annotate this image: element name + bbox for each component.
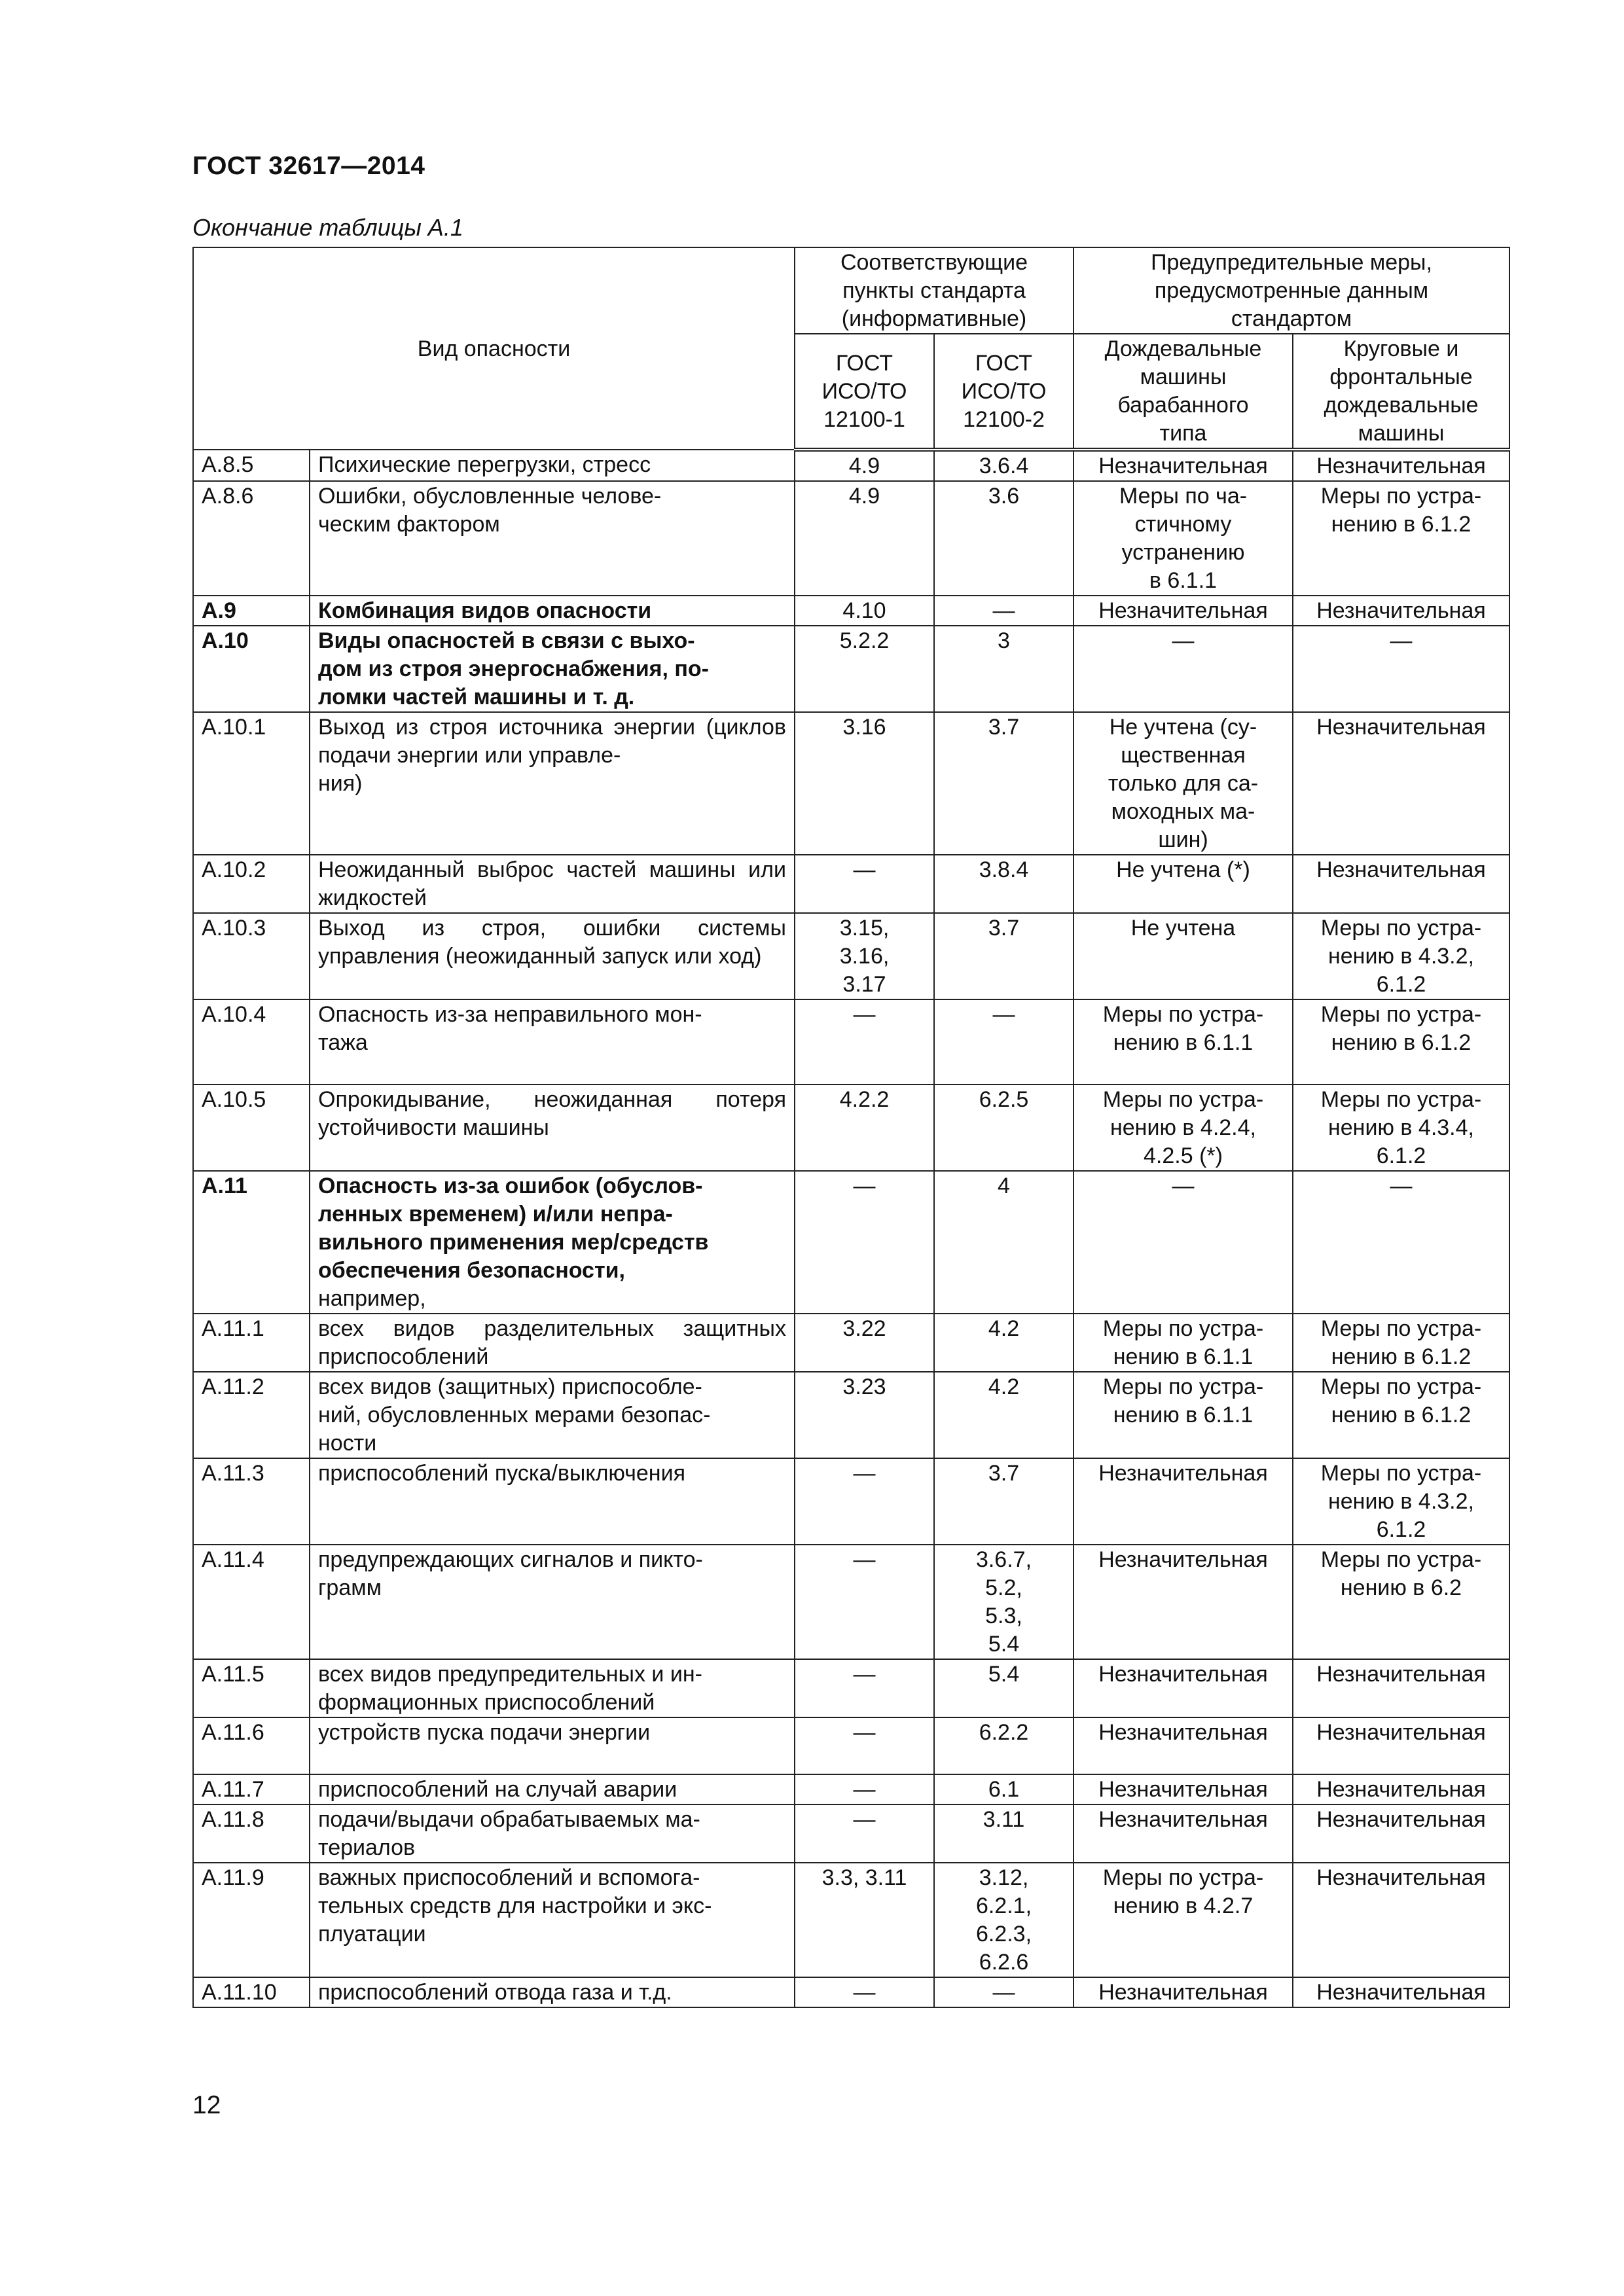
row-gost-2: —	[934, 1977, 1074, 2007]
table-row	[193, 1804, 1509, 1863]
row-gost-1: —	[795, 1774, 934, 1804]
row-circular-measures: Незначительная	[1293, 1774, 1509, 1804]
row-hazard: Ошибки, обусловленные челове- ческим фактором	[310, 481, 795, 596]
row-drum-measures: Незначительная	[1074, 1659, 1293, 1717]
row-code: А.10.4	[193, 999, 310, 1085]
document-header: ГОСТ 32617—2014	[192, 152, 425, 180]
header-measures-group: Предупредительные меры, предусмотренные данным стандартом	[1074, 247, 1509, 334]
row-drum-measures: Незначительная	[1074, 1977, 1293, 2007]
header-gost-12100-2: ГОСТ ИСО/ТО 12100-2	[934, 334, 1074, 450]
row-drum-measures: Незначительная	[1074, 1458, 1293, 1545]
row-hazard: Опасность из-за ошибок (обуслов- ленных временем) и/или непра- вильного применения мер/средств обеспечения безопасности, например,	[310, 1171, 795, 1314]
row-gost-1: 4.9	[795, 450, 934, 481]
row-gost-2: 5.4	[934, 1659, 1074, 1717]
table-row	[193, 999, 1509, 1085]
row-drum-measures: Меры по устра- нению в 6.1.1	[1074, 999, 1293, 1085]
table-row	[193, 1314, 1509, 1372]
row-circular-measures: Меры по устра- нению в 4.3.2, 6.1.2	[1293, 1458, 1509, 1545]
row-gost-2: 6.1	[934, 1774, 1074, 1804]
row-code: А.10.2	[193, 855, 310, 913]
row-circular-measures: Меры по устра- нению в 6.1.2	[1293, 999, 1509, 1085]
row-hazard: всех видов предупредительных и ин- формационных приспособлений	[310, 1659, 795, 1717]
table-row	[193, 1717, 1509, 1774]
row-hazard: Выход из строя источника энергии (циклов подачи энергии или управле- ния)	[310, 712, 795, 855]
row-gost-2: 6.2.2	[934, 1717, 1074, 1774]
row-gost-2: 3.7	[934, 913, 1074, 999]
table-row	[193, 1458, 1509, 1545]
row-gost-2: —	[934, 999, 1074, 1085]
row-hazard: приспособлений на случай аварии	[310, 1774, 795, 1804]
row-code: А.10.1	[193, 712, 310, 855]
row-code: А.11.1	[193, 1314, 310, 1372]
row-gost-2: 3.6.4	[934, 450, 1074, 481]
row-drum-measures: Незначительная	[1074, 450, 1293, 481]
row-circular-measures: —	[1293, 626, 1509, 712]
row-code: А.10.3	[193, 913, 310, 999]
row-hazard: Психические перегрузки, стресс	[310, 450, 795, 481]
row-gost-2: 3.6.7, 5.2, 5.3, 5.4	[934, 1545, 1074, 1659]
row-gost-1: 4.2.2	[795, 1085, 934, 1171]
row-drum-measures: —	[1074, 626, 1293, 712]
table-row	[193, 481, 1509, 596]
row-code: А.10.5	[193, 1085, 310, 1171]
row-drum-measures: Не учтена	[1074, 913, 1293, 999]
row-circular-measures: Незначительная	[1293, 1977, 1509, 2007]
row-hazard: Комбинация видов опасности	[310, 596, 795, 626]
row-code: А.11.10	[193, 1977, 310, 2007]
row-gost-2: 3.7	[934, 712, 1074, 855]
header-drum-machines: Дождевальные машины барабанного типа	[1074, 334, 1293, 450]
row-hazard: всех видов разделительных защитных приспособлений	[310, 1314, 795, 1372]
row-drum-measures: Меры по ча- стичному устранению в 6.1.1	[1074, 481, 1293, 596]
row-code: А.9	[193, 596, 310, 626]
row-gost-1: —	[795, 1659, 934, 1717]
table-row	[193, 1774, 1509, 1804]
table-row	[193, 1977, 1509, 2007]
row-hazard: Виды опасностей в связи с выхо- дом из строя энергоснабжения, по- ломки частей машины и т. д.	[310, 626, 795, 712]
row-hazard: Опасность из-за неправильного мон- тажа	[310, 999, 795, 1085]
row-circular-measures: Незначительная	[1293, 712, 1509, 855]
table-row	[193, 712, 1509, 855]
table-row	[193, 913, 1509, 999]
row-hazard: устройств пуска подачи энергии	[310, 1717, 795, 1774]
row-code: А.11.9	[193, 1863, 310, 1977]
row-gost-2: 3.11	[934, 1804, 1074, 1863]
row-code: А.11.4	[193, 1545, 310, 1659]
row-gost-1: 3.23	[795, 1372, 934, 1458]
table-row	[193, 1545, 1509, 1659]
row-hazard: важных приспособлений и вспомога- тельных средств для настройки и экс- плуатации	[310, 1863, 795, 1977]
row-drum-measures: Незначительная	[1074, 1545, 1293, 1659]
table-row	[193, 1372, 1509, 1458]
row-gost-1: 3.22	[795, 1314, 934, 1372]
header-hazard-type: Вид опасности	[193, 247, 795, 450]
row-gost-2: 6.2.5	[934, 1085, 1074, 1171]
row-drum-measures: Не учтена (*)	[1074, 855, 1293, 913]
row-circular-measures: Меры по устра- нению в 6.1.2	[1293, 481, 1509, 596]
row-gost-2: —	[934, 596, 1074, 626]
row-circular-measures: Незначительная	[1293, 1717, 1509, 1774]
row-gost-2: 3	[934, 626, 1074, 712]
row-hazard-suffix: например,	[318, 1286, 426, 1311]
row-drum-measures: Меры по устра- нению в 4.2.4, 4.2.5 (*)	[1074, 1085, 1293, 1171]
row-gost-1: —	[795, 1804, 934, 1863]
row-gost-2: 4	[934, 1171, 1074, 1314]
row-drum-measures: Незначительная	[1074, 1804, 1293, 1863]
row-code: А.11.8	[193, 1804, 310, 1863]
row-gost-1: 3.16	[795, 712, 934, 855]
row-gost-1: 3.3, 3.11	[795, 1863, 934, 1977]
row-drum-measures: Незначительная	[1074, 1717, 1293, 1774]
table-row	[193, 1085, 1509, 1171]
table-row	[193, 450, 1509, 481]
row-circular-measures: Меры по устра- нению в 4.3.2, 6.1.2	[1293, 913, 1509, 999]
row-circular-measures: Незначительная	[1293, 1863, 1509, 1977]
row-hazard: приспособлений пуска/выключения	[310, 1458, 795, 1545]
row-circular-measures: Меры по устра- нению в 6.1.2	[1293, 1372, 1509, 1458]
row-circular-measures: Меры по устра- нению в 6.1.2	[1293, 1314, 1509, 1372]
row-gost-1: —	[795, 1545, 934, 1659]
row-code: А.11.3	[193, 1458, 310, 1545]
row-gost-1: —	[795, 855, 934, 913]
page-number: 12	[192, 2091, 221, 2119]
row-code: А.10	[193, 626, 310, 712]
row-hazard: предупреждающих сигналов и пикто- грамм	[310, 1545, 795, 1659]
row-code: А.11.5	[193, 1659, 310, 1717]
row-gost-2: 3.6	[934, 481, 1074, 596]
row-gost-1: —	[795, 1458, 934, 1545]
row-circular-measures: Незначительная	[1293, 450, 1509, 481]
row-code: А.11.7	[193, 1774, 310, 1804]
row-drum-measures: —	[1074, 1171, 1293, 1314]
row-gost-2: 3.8.4	[934, 855, 1074, 913]
row-gost-1: 4.9	[795, 481, 934, 596]
header-gost-12100-1: ГОСТ ИСО/ТО 12100-1	[795, 334, 934, 450]
row-circular-measures: Незначительная	[1293, 1804, 1509, 1863]
row-gost-2: 3.12, 6.2.1, 6.2.3, 6.2.6	[934, 1863, 1074, 1977]
row-hazard: Выход из строя, ошибки системы управления (неожиданный запуск или ход)	[310, 913, 795, 999]
row-gost-1: 5.2.2	[795, 626, 934, 712]
table-row	[193, 855, 1509, 913]
row-drum-measures: Незначительная	[1074, 1774, 1293, 1804]
row-code: А.11.2	[193, 1372, 310, 1458]
row-gost-1: —	[795, 1977, 934, 2007]
row-drum-measures: Меры по устра- нению в 6.1.1	[1074, 1314, 1293, 1372]
header-clauses-group: Соответствующие пункты стандарта (информативные)	[795, 247, 1074, 334]
row-hazard: всех видов (защитных) приспособле- ний, обусловленных мерами безопас- ности	[310, 1372, 795, 1458]
header-circular-machines: Круговые и фронтальные дождевальные машины	[1293, 334, 1509, 450]
row-circular-measures: —	[1293, 1171, 1509, 1314]
table-row	[193, 1171, 1509, 1314]
table-row	[193, 596, 1509, 626]
row-gost-1: —	[795, 1717, 934, 1774]
row-gost-1: —	[795, 999, 934, 1085]
table-row	[193, 1659, 1509, 1717]
row-hazard: приспособлений отвода газа и т.д.	[310, 1977, 795, 2007]
row-circular-measures: Незначительная	[1293, 596, 1509, 626]
row-hazard: Неожиданный выброс частей машины или жидкостей	[310, 855, 795, 913]
row-drum-measures: Меры по устра- нению в 6.1.1	[1074, 1372, 1293, 1458]
table-row	[193, 626, 1509, 712]
table-row	[193, 1863, 1509, 1977]
row-code: А.11	[193, 1171, 310, 1314]
row-drum-measures: Незначительная	[1074, 596, 1293, 626]
row-gost-2: 4.2	[934, 1314, 1074, 1372]
hazards-table	[192, 247, 1510, 2008]
row-hazard: подачи/выдачи обрабатываемых ма- териалов	[310, 1804, 795, 1863]
row-code: А.11.6	[193, 1717, 310, 1774]
row-drum-measures: Меры по устра- нению в 4.2.7	[1074, 1863, 1293, 1977]
row-circular-measures: Меры по устра- нению в 6.2	[1293, 1545, 1509, 1659]
row-gost-2: 4.2	[934, 1372, 1074, 1458]
row-circular-measures: Меры по устра- нению в 4.3.4, 6.1.2	[1293, 1085, 1509, 1171]
row-gost-1: —	[795, 1171, 934, 1314]
row-circular-measures: Незначительная	[1293, 1659, 1509, 1717]
row-gost-2: 3.7	[934, 1458, 1074, 1545]
row-circular-measures: Незначительная	[1293, 855, 1509, 913]
row-code: А.8.5	[193, 450, 310, 481]
row-code: А.8.6	[193, 481, 310, 596]
row-hazard: Опрокидывание, неожиданная потеря устойчивости машины	[310, 1085, 795, 1171]
row-gost-1: 4.10	[795, 596, 934, 626]
row-drum-measures: Не учтена (су- щественная только для са- моходных ма- шин)	[1074, 712, 1293, 855]
row-gost-1: 3.15, 3.16, 3.17	[795, 913, 934, 999]
table-caption: Окончание таблицы А.1	[192, 214, 463, 241]
